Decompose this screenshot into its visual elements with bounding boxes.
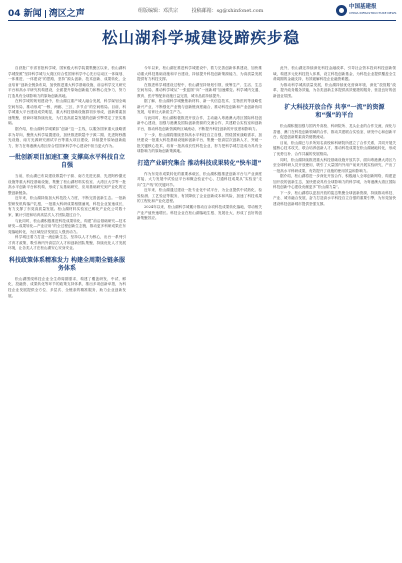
page-header (0, 0, 402, 22)
section-name: 湾区之声 (48, 9, 85, 19)
article-headline: 松山湖科学城建设蹄疾步稳 (101, 29, 300, 47)
editor-credit: 组版编辑：邓洪宗 (138, 8, 179, 14)
page-number: 04 (8, 9, 21, 19)
paragraph: 此外，松山湖还持续深化科技金融改革，引导社会资本投向科技创新领域，构建多元化科技投入体系，设立科技创新基金，为科技企业提供覆盖全生命周期的金融支持，有效破解科技企业融资难题。 (273, 66, 396, 82)
article-column-2 (137, 66, 262, 556)
logo-text: 中国基建报 (349, 4, 377, 10)
submission-email: 投稿邮箱：sg@xhinfonet.com (191, 8, 264, 14)
paragraph: 为推动科学城高质量发展，松山湖持续优化营商环境，深化“放管服”改革，提升政务服务效能，为各类创新主体提供高效便捷的服务，营造良好的创新创业氛围。 (273, 82, 396, 98)
paragraph: 据介绍，松山湖科学城紧扣“创新”这一主线，以服务国家重大战略需求为导向，聚焦大科学装置建设，加快推进散裂中子源二期、先进阿秒激光设施、南方光源研究测试平台等重大项目建设，持续提升原始创新能力，努力在粤港澳大湾区综合性国家科学中心建设中担当更大作为。 (8, 127, 126, 148)
paragraph: 与此同时，松山湖积极推进开放合作，主动融入粤港澳大湾区国际科技创新中心建设，加强与港澳及国际创新资源的交流合作，共建联合实验室和创新平台，推动科技创新资源跨区域流动，不断提升科技创新的开放度和影响力。 (137, 115, 262, 132)
paragraph: 科学城还着力打造一流创新生态，坚持以人才为核心，出台一系列引才育才政策，吸引海内外高层次人才和创新团队集聚，持续优化人才发展环境，让各类人才在松山湖安心安身安业。 (8, 235, 126, 251)
paragraph: 近年来，松山湖通过建设一批专业化中试平台，为企业提供中试熟化、检验检测、工艺验证等服务，有效降低了企业创新成本和风险，加速了科技成果的工程化和产业化进程。 (137, 188, 262, 204)
article-column-1 (8, 66, 126, 556)
paragraph: 下一步，松山湖将继续坚持高水平科技自立自强，围绕国家战略需求，加快建设一批重大科技基础设施和创新平台，集聚一批高层次创新人才，突破一批关键核心技术，培育一批高成长性科技企业，努力把科学城打造成为具有全球影响力的原始创新策源地。 (137, 132, 262, 154)
paragraph: 松山湖积极加强与国内外高校、科研院所、龙头企业的合作交流，深化与香港、澳门在科技创新领域的合作，推动共建联合实验室、研发中心和创新平台，促进创新要素高效便捷流动。 (273, 124, 396, 140)
header-rule (8, 20, 396, 21)
paragraph: 下一步，松山湖将以更加开放的姿态集聚全球创新资源，持续推动科技、产业、城市融合发展，奋力打造高水平科技自立自强的重要引擎，为东莞加快建设科技创新城市提供坚强支撑。 (273, 190, 396, 206)
paragraph: 作为东莞市成果转化的重要承载区，松山湖积极推进创新平台与产业深度对接，大力发展中试验证平台和概念验证中心，打通科技成果从“实验室”走向“生产线”的关键环节。 (137, 171, 262, 187)
paragraph: 今年以来，松山湖在推进科学城建设中，着力完善创新体系建设，加快推动重大科技基础设施和平台建设，持续提升科技创新策源能力，为高质量发展提供有力科技支撑。 (137, 66, 262, 82)
header-divider (45, 10, 46, 18)
editorial-info (138, 7, 275, 14)
paragraph: 同时，松山湖持续推进重大科技基础设施开放共享，面向粤港澳大湾区乃至全球科研人员开放使用，吸引了大量国内外用户前来开展实验研究，产出了一批高水平科研成果，有效提升了设施的使用效益和影响力。 (273, 157, 396, 173)
article-column-3 (273, 66, 396, 556)
logo-emblem-icon (336, 5, 347, 16)
subheading: 扩大科技开放合作 共享“一流”的资源和“强”的平台 (284, 104, 385, 120)
paragraph: 松山湖围绕科技企业全生命周期需求，构建了覆盖研发、中试、孵化、投融资、成果转化等环节的政策支持体系，推出多项创新举措，为科技企业发展提供全方位、多层次、全链条的精准服务，助力企业创新发展。 (8, 276, 126, 298)
subheading: 科技政策体系精准发力 构建全周期全链条服务体系 (8, 256, 126, 272)
logo-subtitle: CHINA INFRASTRUCTURE NEWS (349, 11, 397, 15)
paragraph: 目前，松山湖已与多所知名高校和科研院所建立了合作关系，共同开展关键核心技术攻关，联合培养创新人才，推动科技成果在松山湖就地转化，形成了优势互补、合作共赢的发展格局。 (273, 140, 396, 157)
paragraph: 据介绍，松山湖将进一步深化开放合作，积极融入全球创新网络，构建更加开放的创新生态，加快建设具有全球影响力的科学城，为粤港澳大湾区国际科技创新中心建设贡献更多“松山湖力量”。 (273, 174, 396, 190)
paragraph: 自获批广东省首批科学城、国家级大科学装置集聚区以来，松山湖科学城按照“坚持科学城与大湾区综合性国家科学中心先行启动区一体谋划、一体推进、一体建设”的思路，坚持“源头创新、技术创新、成果转化、企业培育”创新全链条布局，加快推进重大科学基础设施、前沿科学交叉研究平台和高水平研究机构建设，全面提升原始创新能力和核心竞争力，努力打造具有全球影响力的原始创新高地。 (8, 66, 126, 98)
section-tag: 新闻 (23, 9, 42, 19)
paragraph: 据了解，松山湖科学城聚焦新材料、新一代信息技术、生物医药等战略性新兴产业，不断强化产业链与创新链深度融合，推动科技创新和产业创新协同发展，培育壮大新质生产力。 (137, 99, 262, 115)
paragraph: 当前，松山湖已布局建设散裂中子源、南方先进光源、先进阿秒激光设施等重大科技基础设施，集聚了松山湖材料实验室、大湾区大学等一批高水平创新平台和机构，形成了从基础研究、应用基础研究到产业化的完整创新链条。 (8, 174, 126, 195)
subheading: 打造产业研究集合 推动科技成果转化“快车道” (137, 159, 262, 167)
paragraph: 在推进科学城建设过程中，松山湖坚持规划引领，统筹生产、生活、生态空间布局，推动科学城从“一张蓝图”向“一座新城”加速蝶变。科学城内交通、教育、医疗等配套设施日益完善，城市品质持续提升。 (137, 82, 262, 98)
paragraph: 在科学城的规划建设中，松山湖注重产城人融合发展，科学谋划全域空间布局，推动形成“一核、两廊、三区、多节点”的空间格局。目前，科学城重大平台建设成效明显，重大科技基础设施群初步形成，创新要素加速集聚，营商环境持续优化，为打造高质量发展的创新引擎奠定了坚实基础。 (8, 99, 126, 126)
page-label (8, 6, 85, 19)
paragraph: 近年来，松山湖持续加大科技投入力度，不断完善创新生态。一批新型研发机构落户扎根，一批重大科研成果相继涌现，科技企业加速成长，有力支撑了东莞高质量发展。松山湖材料实验室已孵化产业化公司数十家，累计引进和培育高层次人才团队超过百个。 (8, 196, 126, 218)
paragraph: 与此同时，松山湖积极推进科技成果转化，构建“前沿基础研究—技术研发—成果转化—产业应用”的全过程创新生态链，推动更多科研成果在东莞落地转化，为区域经济发展注入强劲动力。 (8, 218, 126, 234)
paragraph: 2024年以来，松山湖科学城累计推动百余项科技成果转化落地，带动相关产业产值快速增长。科技企业在松山湖落地生根、发展壮大，形成了良好的创新集聚效应。 (137, 205, 262, 221)
subheading: 一批创新项目加速汇聚 支撑高水平科技自立自强 (8, 154, 126, 170)
newspaper-logo (336, 4, 396, 18)
